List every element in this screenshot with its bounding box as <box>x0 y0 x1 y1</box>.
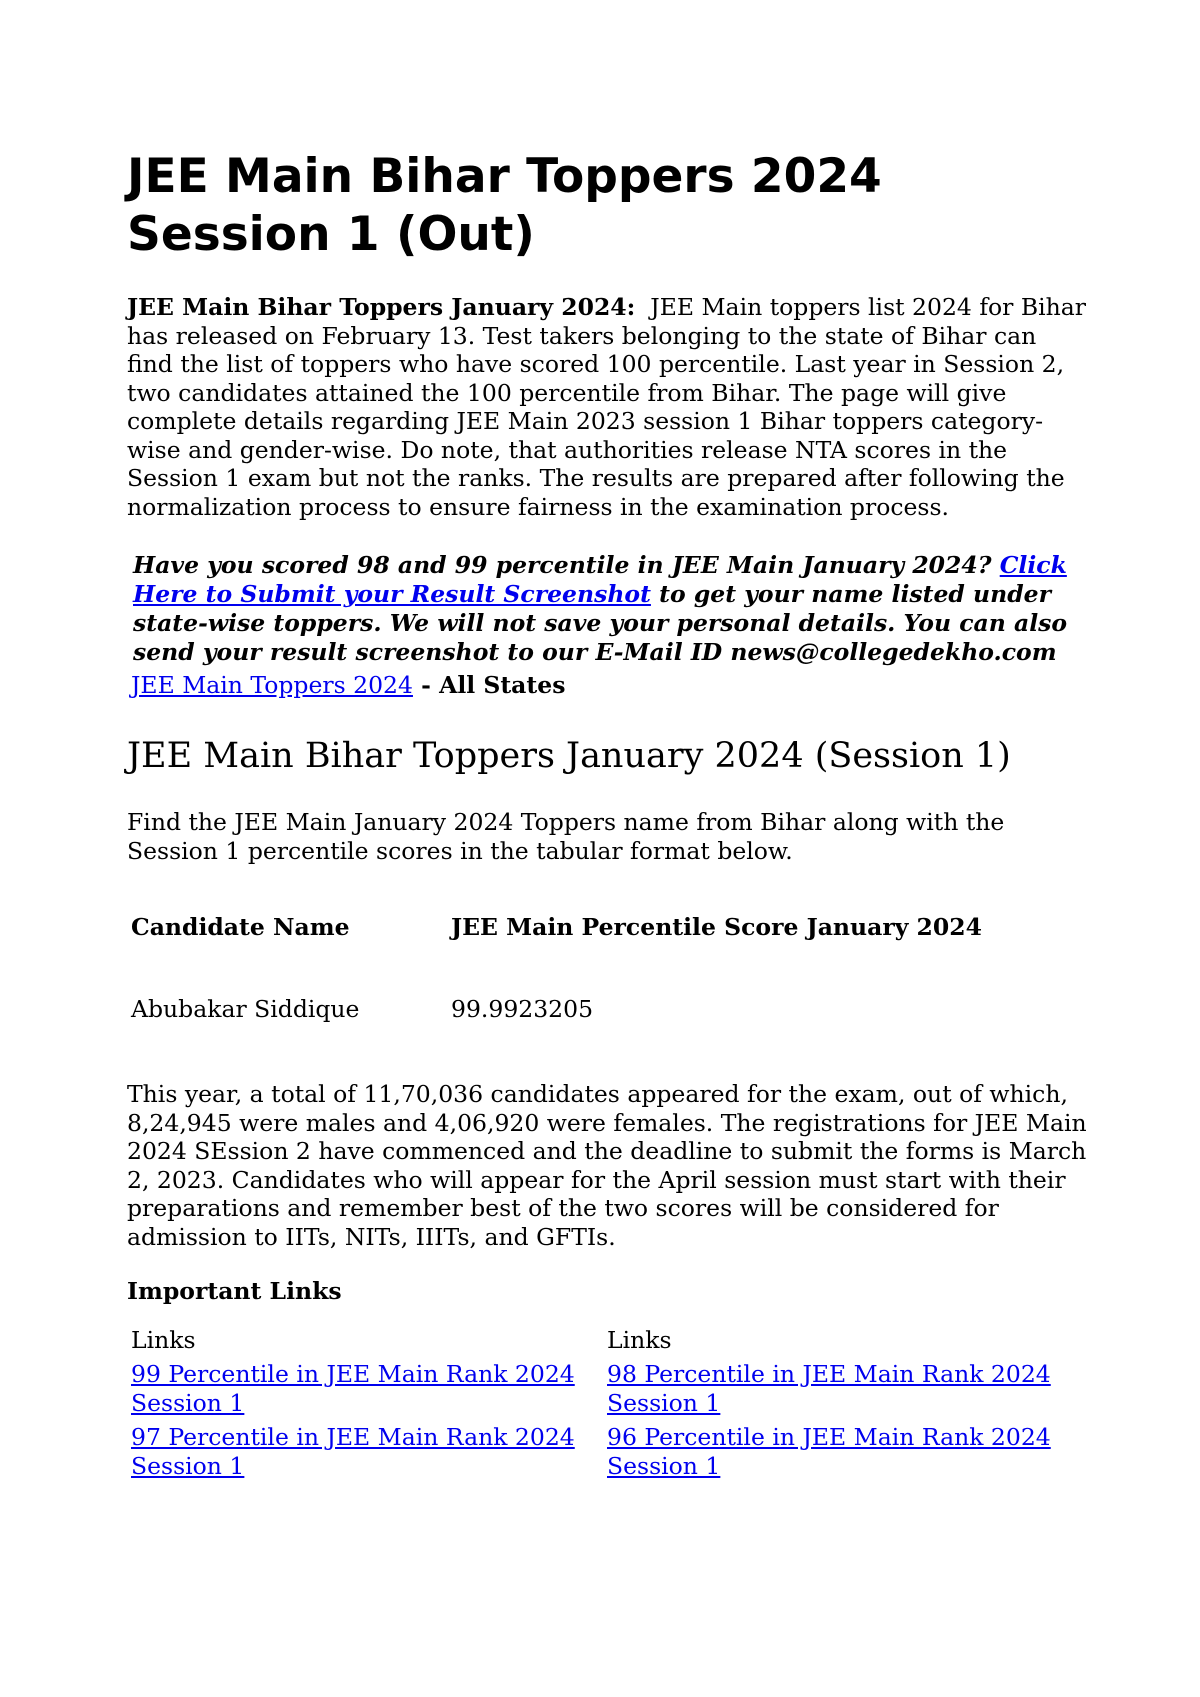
table-header-row <box>131 913 982 995</box>
document-page <box>127 148 1087 1486</box>
important-links-heading: Important Links <box>127 1277 342 1305</box>
important-links-table <box>131 1326 1083 1486</box>
percentile-score-cell: 99.9923205 <box>451 995 594 1023</box>
find-paragraph: Find the JEE Main January 2024 Toppers name from Bihar along with the Session 1 percentile scores in the tabular format below. <box>127 808 1005 865</box>
jee-toppers-all-states-link[interactable]: JEE Main Toppers 2024 <box>131 671 413 699</box>
page-title: JEE Main Bihar Toppers 2024 Session 1 (Out) <box>127 149 882 262</box>
links-cell <box>607 1360 1083 1423</box>
candidate-name-cell: Abubakar Siddique <box>131 995 360 1023</box>
all-states-suffix: - All States <box>412 671 566 699</box>
toppers-table <box>131 913 982 1077</box>
section-heading: JEE Main Bihar Toppers January 2024 (Session 1) <box>127 736 1011 776</box>
link-98-percentile[interactable]: 98 Percentile in JEE Main Rank 2024 Session 1 <box>607 1359 1051 1417</box>
links-header-row <box>131 1326 1083 1360</box>
header-percentile-score: JEE Main Percentile Score January 2024 <box>451 913 982 941</box>
all-states-line <box>131 671 1087 700</box>
links-row <box>131 1360 1083 1423</box>
link-96-percentile[interactable]: 96 Percentile in JEE Main Rank 2024 Session 1 <box>607 1422 1051 1480</box>
submit-result-callout <box>133 551 1087 667</box>
header-candidate-name: Candidate Name <box>131 913 350 941</box>
callout-rest: to get your name listed under state-wise toppers. We will not save your personal details. You can also send your result screenshot to our E-Mail ID news@collegedekho.com <box>133 580 1068 666</box>
callout-question: Have you scored 98 and 99 percentile in JEE Main January 2024? <box>133 551 992 579</box>
links-header-left: Links <box>131 1326 196 1354</box>
links-cell <box>131 1360 607 1423</box>
links-header-right: Links <box>607 1326 672 1354</box>
links-row <box>131 1423 1083 1486</box>
intro-paragraph <box>127 293 1087 521</box>
intro-lead: JEE Main Bihar Toppers January 2024: <box>127 293 636 321</box>
links-cell <box>607 1423 1083 1486</box>
submit-screenshot-link[interactable]: Click Here to Submit your Result Screenshot <box>133 551 1067 608</box>
link-97-percentile[interactable]: 97 Percentile in JEE Main Rank 2024 Session 1 <box>131 1422 575 1480</box>
links-cell <box>131 1423 607 1486</box>
year-stats-paragraph: This year, a total of 11,70,036 candidates appeared for the exam, out of which, 8,24,945 were males and 4,06,920 were females. The registrations for JEE Main 2024 SEssion 2 have commenced and the deadline to submit the forms is March 2, 2023. Candidates who will appear for the April session must start with their preparations and remember best of the two scores will be considered for admission to IITs, NITs, IIITs, and GFTIs. <box>127 1080 1087 1251</box>
link-99-percentile[interactable]: 99 Percentile in JEE Main Rank 2024 Session 1 <box>131 1359 575 1417</box>
intro-body: JEE Main toppers list 2024 for Bihar has released on February 13. Test takers belonging to the state of Bihar can find the list of toppers who have scored 100 percentile. Last year in Session 2, two candidates attained the 100 percentile from Bihar. The page will give complete details regarding JEE Main 2023 session 1 Bihar toppers category-wise and gender-wise. Do note, that authorities release NTA scores in the Session 1 exam but not the ranks. The results are prepared after following the normalization process to ensure fairness in the examination process. <box>127 293 1087 521</box>
table-row <box>131 995 982 1077</box>
